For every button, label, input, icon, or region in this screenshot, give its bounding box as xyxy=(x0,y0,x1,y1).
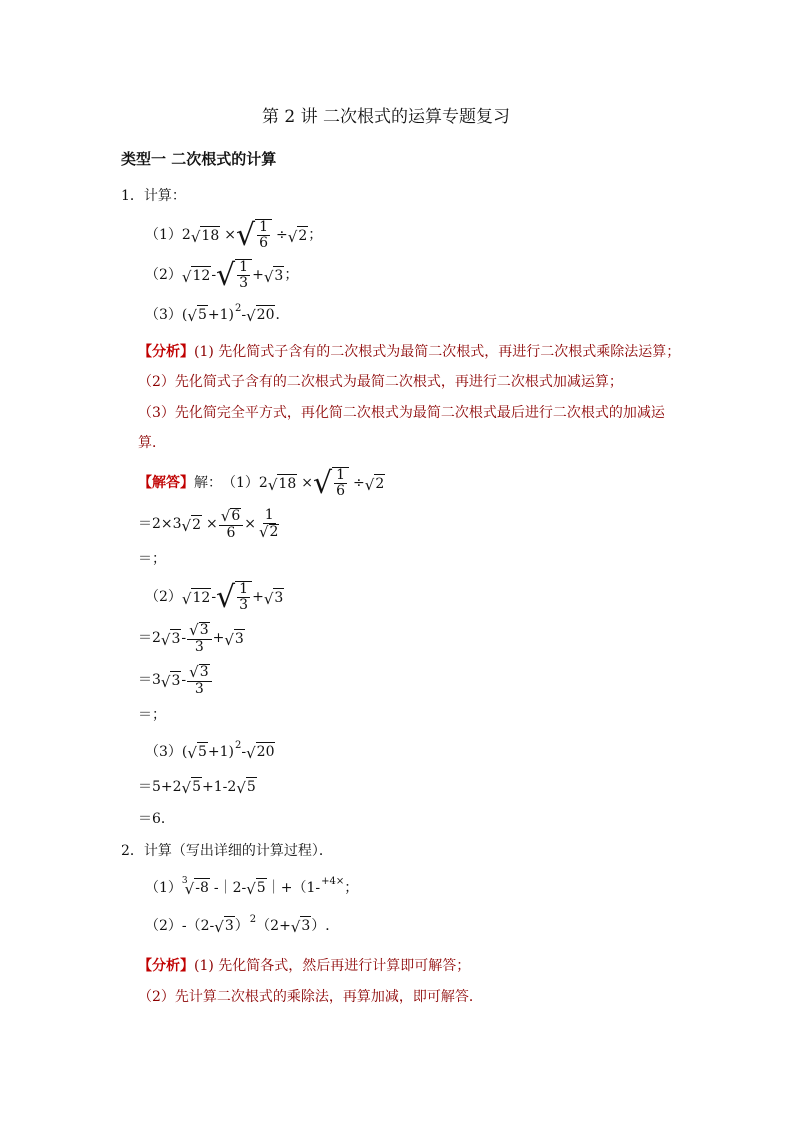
q1-analysis-line3: （3）先化简完全平方式，再化简二次根式为最简二次根式最后进行二次根式的加减运 xyxy=(138,405,665,421)
math-expression: 2 √ 18 × √ $\frac{1}{6}$ ÷ √ 2 xyxy=(181,218,308,253)
page-title: 第 2 讲 二次根式的运算专题复习 xyxy=(262,107,511,127)
q1-analysis-line4: 算． xyxy=(138,435,166,451)
math-expression: -（2- √ 3 ） 2 （2+ √ 3 ） xyxy=(181,913,326,936)
question-1-heading: 1． 计算： xyxy=(121,188,186,204)
math-expression: 3 √ -8 -｜2- √ 5 ｜ +（1- +4× xyxy=(181,875,345,898)
q2-analysis-line1: 【分析】 (1) 先化简各式，然后再进行计算即可解答； xyxy=(138,958,471,974)
q1-answer-line4: （2） √ 12 - √ $\frac{1}{3}$ + √ 3 xyxy=(145,580,284,615)
math-expression: √ 12 - √ $\frac{1}{3}$ + √ 3 xyxy=(181,580,284,615)
math-expression: 2 √ 3 - √ 3 3 + √ 3 xyxy=(152,620,244,655)
q1-answer-line6: ＝ 3 √ 3 - √ 3 3 xyxy=(138,662,213,698)
q2-analysis-line2: （2）先计算二次根式的乘除法，再算加减，即可解答． xyxy=(138,989,483,1005)
q1-analysis-line2: （2）先化简式子含有的二次根式为最简二次根式，再进行二次根式加减运算； xyxy=(138,374,623,390)
q2-part2: （2） -（2- √ 3 ） 2 （2+ √ 3 ） ． xyxy=(145,913,340,936)
q1-part2: （2） √ 12 - √ $\frac{1}{3}$ + √ 3 ； xyxy=(145,258,299,293)
math-expression: ( √ 5 +1) 2 - √ 20 xyxy=(181,302,275,325)
math-expression: ( √ 5 +1) 2 - √ 20 xyxy=(181,739,275,762)
q1-answer-line8: （3） ( √ 5 +1) 2 - √ 20 xyxy=(145,739,275,762)
q1-answer-line7: ＝ ； xyxy=(138,707,166,723)
q1-answer-line5: ＝ 2 √ 3 - √ 3 3 + √ 3 xyxy=(138,620,244,655)
q1-answer-line2: ＝ 2×3 √ 2 × √ 6 6 × 1 √ 2 xyxy=(138,506,282,542)
math-expression: 3 √ 3 - √ 3 3 xyxy=(152,664,213,697)
section-heading: 类型一 二次根式的计算 xyxy=(121,150,277,168)
math-expression: 2 √ 18 × √ $\frac{1}{6}$ ÷ √ 2 xyxy=(258,466,385,501)
q1-answer-line1: 【解答】 解： （1） 2 √ 18 × √ $\frac{1}{6}$ ÷ √ 2 xyxy=(138,466,385,501)
math-expression: 5+2 √ 5 +1-2 √ 5 xyxy=(152,778,256,797)
q1-part1: （1） 2 √ 18 × √ $\frac{1}{6}$ ÷ √ 2 ； xyxy=(145,218,323,253)
q2-part1: （1） 3 √ -8 -｜2- √ 5 ｜ +（1- +4× ； xyxy=(145,875,359,898)
q1-part3: （3） ( √ 5 +1) 2 - √ 20 ． xyxy=(145,302,290,325)
q1-answer-line9: ＝ 5+2 √ 5 +1-2 √ 5 xyxy=(138,778,256,797)
q1-answer-final: ＝6． xyxy=(138,811,175,827)
q1-analysis-line1: 【分析】 (1) 先化简式子含有的二次根式为最简二次根式，再进行二次根式乘除法运算； xyxy=(138,344,681,360)
math-expression: √ 12 - √ $\frac{1}{3}$ + √ 3 xyxy=(181,258,284,293)
question-2-heading: 2． 计算（写出详细的计算过程）． xyxy=(121,843,333,859)
math-expression: 2×3 √ 2 × √ 6 6 × 1 √ 2 xyxy=(152,506,279,541)
q1-answer-line3: ＝ ； xyxy=(138,551,166,567)
